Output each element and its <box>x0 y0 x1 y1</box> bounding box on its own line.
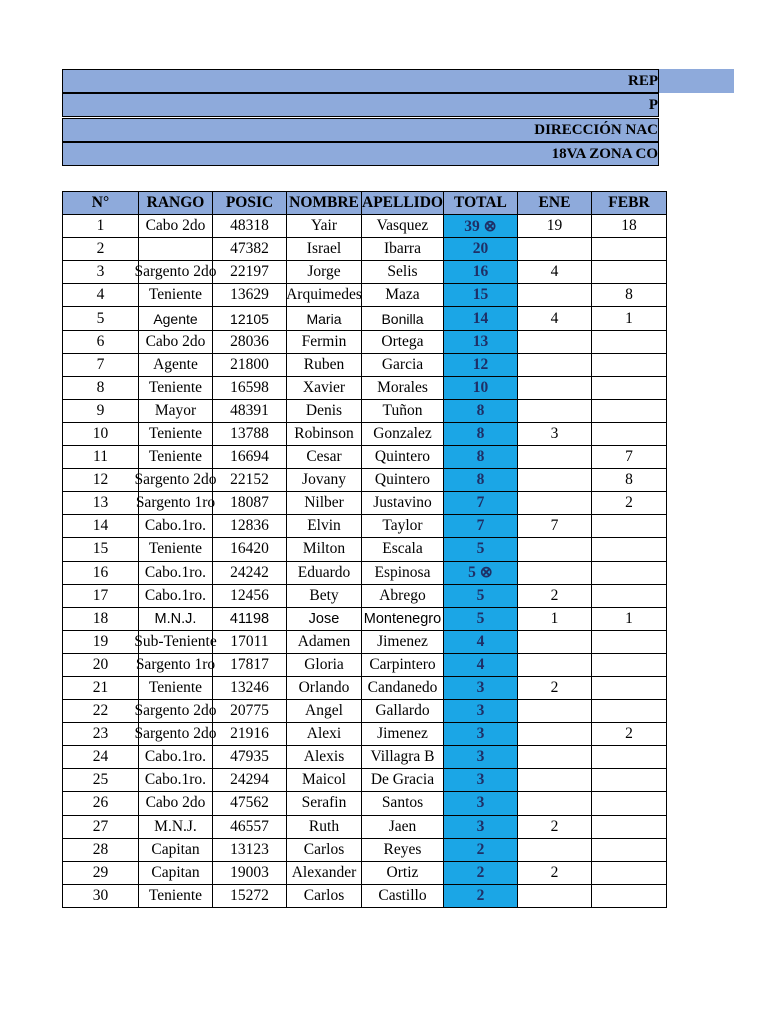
cell-febr <box>591 700 666 723</box>
cell-febr <box>591 815 666 838</box>
table-row <box>63 584 667 607</box>
table-row <box>63 353 667 376</box>
cell-number: 25 <box>63 769 139 792</box>
table-row <box>63 376 667 399</box>
cell-apellido: Gonzalez <box>362 422 444 445</box>
cell-rango <box>139 238 213 261</box>
cell-total: 39 ⊗ <box>443 215 517 238</box>
cell-rango: Cabo.1ro. <box>139 769 213 792</box>
cell-nombre: Eduardo <box>287 561 362 584</box>
title-line-1: REP <box>62 69 659 93</box>
col-header-febr: FEBR <box>591 192 666 215</box>
table-row <box>63 446 667 469</box>
cell-nombre: Bety <box>287 584 362 607</box>
cell-nombre: Maicol <box>287 769 362 792</box>
cell-rango: Teniente <box>139 446 213 469</box>
header-row <box>63 192 667 215</box>
cell-number: 15 <box>63 538 139 561</box>
cell-ene: 3 <box>517 422 591 445</box>
cell-ene <box>517 653 591 676</box>
cell-nombre: Milton <box>287 538 362 561</box>
cell-nombre: Yair <box>287 215 362 238</box>
cell-total: 3 <box>443 676 517 699</box>
cell-posic: 13246 <box>213 676 287 699</box>
cell-posic: 24242 <box>213 561 287 584</box>
cell-total: 16 <box>443 261 517 284</box>
cell-febr <box>591 261 666 284</box>
cell-nombre: Adamen <box>287 630 362 653</box>
cell-febr <box>591 561 666 584</box>
ranking-table <box>62 191 667 908</box>
cell-rango: Capitan <box>139 861 213 884</box>
cell-febr <box>591 584 666 607</box>
cell-apellido: Montenegro <box>362 607 444 630</box>
cell-posic: 21800 <box>213 353 287 376</box>
cell-posic: 18087 <box>213 492 287 515</box>
cell-ene <box>517 284 591 307</box>
cell-posic: 20775 <box>213 700 287 723</box>
cell-nombre: Elvin <box>287 515 362 538</box>
table-row <box>63 607 667 630</box>
cell-rango: Teniente <box>139 376 213 399</box>
cell-posic: 16694 <box>213 446 287 469</box>
table-row <box>63 723 667 746</box>
cell-ene <box>517 723 591 746</box>
cell-number: 13 <box>63 492 139 515</box>
table-row <box>63 676 667 699</box>
cell-nombre: Denis <box>287 399 362 422</box>
table-row <box>63 215 667 238</box>
cell-apellido: Justavino <box>362 492 444 515</box>
title-line-2: P <box>62 93 659 117</box>
cell-posic: 48318 <box>213 215 287 238</box>
cell-apellido: Reyes <box>362 838 444 861</box>
cell-febr <box>591 838 666 861</box>
cell-number: 1 <box>63 215 139 238</box>
cell-febr: 2 <box>591 723 666 746</box>
cell-apellido: De Gracia <box>362 769 444 792</box>
cell-ene <box>517 884 591 907</box>
cell-number: 22 <box>63 700 139 723</box>
cell-febr <box>591 676 666 699</box>
cell-nombre: Israel <box>287 238 362 261</box>
cell-rango: Agente <box>139 353 213 376</box>
cell-rango: Cabo 2do <box>139 330 213 353</box>
table-row <box>63 238 667 261</box>
cell-ene <box>517 700 591 723</box>
col-header-total: TOTAL <box>443 192 517 215</box>
table-row <box>63 700 667 723</box>
title-line-3: DIRECCIÓN NAC <box>62 118 659 142</box>
cell-ene <box>517 399 591 422</box>
cell-rango: Sargento 2do <box>139 723 213 746</box>
cell-number: 14 <box>63 515 139 538</box>
cell-apellido: Quintero <box>362 446 444 469</box>
cell-rango: Teniente <box>139 676 213 699</box>
cell-total: 8 <box>443 446 517 469</box>
cell-apellido: Ortega <box>362 330 444 353</box>
cell-apellido: Abrego <box>362 584 444 607</box>
cell-rango: Capitan <box>139 838 213 861</box>
cell-posic: 12456 <box>213 584 287 607</box>
cell-febr <box>591 376 666 399</box>
cell-posic: 17817 <box>213 653 287 676</box>
cell-nombre: Cesar <box>287 446 362 469</box>
cell-rango: Sargento 2do <box>139 469 213 492</box>
cell-total: 2 <box>443 838 517 861</box>
cell-nombre: Jovany <box>287 469 362 492</box>
cell-total: 7 <box>443 515 517 538</box>
cell-rango: Teniente <box>139 538 213 561</box>
cell-ene <box>517 630 591 653</box>
cell-posic: 13629 <box>213 284 287 307</box>
cell-febr <box>591 861 666 884</box>
table-row <box>63 838 667 861</box>
cell-nombre: Maria <box>287 307 362 330</box>
cell-total: 3 <box>443 815 517 838</box>
cell-number: 21 <box>63 676 139 699</box>
table-row <box>63 630 667 653</box>
cell-number: 12 <box>63 469 139 492</box>
cell-apellido: Escala <box>362 538 444 561</box>
table-row <box>63 538 667 561</box>
cell-febr: 7 <box>591 446 666 469</box>
cell-apellido: Carpintero <box>362 653 444 676</box>
cell-rango: Sargento 2do <box>139 700 213 723</box>
cell-febr <box>591 538 666 561</box>
table-row <box>63 815 667 838</box>
cell-febr <box>591 746 666 769</box>
cell-nombre: Xavier <box>287 376 362 399</box>
cell-ene: 2 <box>517 584 591 607</box>
col-header-posic: POSIC <box>213 192 287 215</box>
cell-febr: 8 <box>591 469 666 492</box>
cell-apellido: Taylor <box>362 515 444 538</box>
table-row <box>63 561 667 584</box>
cell-total: 5 <box>443 584 517 607</box>
cell-ene: 2 <box>517 676 591 699</box>
cell-rango: Cabo 2do <box>139 215 213 238</box>
cell-febr <box>591 653 666 676</box>
cell-total: 5 ⊗ <box>443 561 517 584</box>
cell-ene <box>517 561 591 584</box>
cell-nombre: Gloria <box>287 653 362 676</box>
cell-total: 4 <box>443 653 517 676</box>
cell-apellido: Candanedo <box>362 676 444 699</box>
cell-ene <box>517 238 591 261</box>
table-row <box>63 792 667 815</box>
cell-total: 3 <box>443 723 517 746</box>
cell-number: 8 <box>63 376 139 399</box>
cell-posic: 13788 <box>213 422 287 445</box>
cell-posic: 16420 <box>213 538 287 561</box>
cell-febr <box>591 792 666 815</box>
cell-number: 2 <box>63 238 139 261</box>
cell-number: 7 <box>63 353 139 376</box>
table-row <box>63 861 667 884</box>
cell-total: 7 <box>443 492 517 515</box>
table-row <box>63 307 667 330</box>
table-row <box>63 422 667 445</box>
cell-number: 18 <box>63 607 139 630</box>
cell-posic: 22197 <box>213 261 287 284</box>
cell-posic: 47562 <box>213 792 287 815</box>
cell-ene: 4 <box>517 261 591 284</box>
table-row <box>63 884 667 907</box>
cell-rango: Sub-Teniente <box>139 630 213 653</box>
cell-posic: 16598 <box>213 376 287 399</box>
col-header-rango: RANGO <box>139 192 213 215</box>
cell-febr <box>591 238 666 261</box>
cell-rango: Cabo.1ro. <box>139 561 213 584</box>
cell-nombre: Serafin <box>287 792 362 815</box>
cell-number: 30 <box>63 884 139 907</box>
cell-total: 2 <box>443 884 517 907</box>
cell-nombre: Angel <box>287 700 362 723</box>
cell-number: 11 <box>63 446 139 469</box>
cell-febr: 1 <box>591 607 666 630</box>
cell-nombre: Carlos <box>287 884 362 907</box>
cell-febr <box>591 399 666 422</box>
cell-apellido: Morales <box>362 376 444 399</box>
cell-total: 3 <box>443 746 517 769</box>
cell-total: 14 <box>443 307 517 330</box>
table-row <box>63 746 667 769</box>
cell-total: 3 <box>443 700 517 723</box>
cell-febr: 18 <box>591 215 666 238</box>
cell-ene <box>517 492 591 515</box>
cell-rango: Teniente <box>139 422 213 445</box>
cell-apellido: Bonilla <box>362 307 444 330</box>
cell-nombre: Jose <box>287 607 362 630</box>
table-row <box>63 469 667 492</box>
cell-ene: 4 <box>517 307 591 330</box>
cell-total: 20 <box>443 238 517 261</box>
cell-rango: Mayor <box>139 399 213 422</box>
cell-rango: Cabo 2do <box>139 792 213 815</box>
cell-number: 10 <box>63 422 139 445</box>
cell-number: 17 <box>63 584 139 607</box>
cell-ene <box>517 838 591 861</box>
cell-number: 3 <box>63 261 139 284</box>
cell-ene <box>517 746 591 769</box>
cell-total: 5 <box>443 607 517 630</box>
cell-posic: 19003 <box>213 861 287 884</box>
cell-ene <box>517 330 591 353</box>
cell-nombre: Orlando <box>287 676 362 699</box>
cell-number: 24 <box>63 746 139 769</box>
cell-total: 15 <box>443 284 517 307</box>
table-row <box>63 653 667 676</box>
cell-rango: Agente <box>139 307 213 330</box>
cell-posic: 48391 <box>213 399 287 422</box>
title-line-4: 18VA ZONA CO <box>62 142 659 166</box>
cell-posic: 47382 <box>213 238 287 261</box>
cell-apellido: Villagra B <box>362 746 444 769</box>
cell-apellido: Gallardo <box>362 700 444 723</box>
cell-apellido: Jimenez <box>362 723 444 746</box>
cell-apellido: Maza <box>362 284 444 307</box>
cell-total: 8 <box>443 399 517 422</box>
cell-rango: Teniente <box>139 884 213 907</box>
cell-total: 8 <box>443 422 517 445</box>
cell-rango: Sargento 1ro <box>139 492 213 515</box>
cell-rango: Cabo.1ro. <box>139 746 213 769</box>
report-title-block <box>62 69 734 167</box>
cell-posic: 12836 <box>213 515 287 538</box>
cell-rango: Sargento 2do <box>139 261 213 284</box>
cell-number: 5 <box>63 307 139 330</box>
cell-apellido: Quintero <box>362 469 444 492</box>
cell-rango: Teniente <box>139 284 213 307</box>
cell-febr <box>591 884 666 907</box>
table-row <box>63 515 667 538</box>
cell-rango: Sargento 1ro <box>139 653 213 676</box>
cell-febr <box>591 422 666 445</box>
cell-rango: Cabo.1ro. <box>139 584 213 607</box>
cell-ene: 2 <box>517 861 591 884</box>
cell-ene: 2 <box>517 815 591 838</box>
cell-total: 3 <box>443 792 517 815</box>
cell-total: 4 <box>443 630 517 653</box>
cell-number: 9 <box>63 399 139 422</box>
cell-number: 16 <box>63 561 139 584</box>
cell-apellido: Ibarra <box>362 238 444 261</box>
cell-apellido: Espinosa <box>362 561 444 584</box>
col-header-apellido: APELLIDO <box>362 192 444 215</box>
cell-ene: 7 <box>517 515 591 538</box>
cell-posic: 13123 <box>213 838 287 861</box>
cell-rango: Cabo.1ro. <box>139 515 213 538</box>
cell-total: 3 <box>443 769 517 792</box>
col-header-ene: ENE <box>517 192 591 215</box>
cell-apellido: Jimenez <box>362 630 444 653</box>
table-row <box>63 330 667 353</box>
cell-number: 29 <box>63 861 139 884</box>
cell-posic: 47935 <box>213 746 287 769</box>
cell-nombre: Alexis <box>287 746 362 769</box>
cell-number: 6 <box>63 330 139 353</box>
cell-posic: 41198 <box>213 607 287 630</box>
cell-total: 5 <box>443 538 517 561</box>
cell-febr: 2 <box>591 492 666 515</box>
cell-apellido: Santos <box>362 792 444 815</box>
cell-total: 8 <box>443 469 517 492</box>
col-header-nombre: NOMBRE <box>287 192 362 215</box>
cell-febr <box>591 515 666 538</box>
cell-febr <box>591 353 666 376</box>
cell-nombre: Ruth <box>287 815 362 838</box>
cell-total: 2 <box>443 861 517 884</box>
cell-nombre: Jorge <box>287 261 362 284</box>
table-row <box>63 769 667 792</box>
cell-posic: 17011 <box>213 630 287 653</box>
table-row <box>63 284 667 307</box>
cell-nombre: Carlos <box>287 838 362 861</box>
cell-nombre: Arquimedes <box>287 284 362 307</box>
title-fill-overhang <box>659 69 734 93</box>
cell-apellido: Garcia <box>362 353 444 376</box>
cell-number: 20 <box>63 653 139 676</box>
cell-ene <box>517 376 591 399</box>
cell-ene <box>517 792 591 815</box>
cell-number: 27 <box>63 815 139 838</box>
cell-posic: 28036 <box>213 330 287 353</box>
cell-posic: 15272 <box>213 884 287 907</box>
col-header-number: N° <box>63 192 139 215</box>
cell-posic: 24294 <box>213 769 287 792</box>
cell-total: 13 <box>443 330 517 353</box>
cell-number: 23 <box>63 723 139 746</box>
cell-total: 10 <box>443 376 517 399</box>
cell-posic: 46557 <box>213 815 287 838</box>
cell-number: 26 <box>63 792 139 815</box>
cell-rango: M.N.J. <box>139 815 213 838</box>
table-row <box>63 261 667 284</box>
cell-nombre: Fermin <box>287 330 362 353</box>
cell-nombre: Robinson <box>287 422 362 445</box>
cell-posic: 12105 <box>213 307 287 330</box>
cell-apellido: Tuñon <box>362 399 444 422</box>
cell-febr <box>591 630 666 653</box>
cell-ene: 19 <box>517 215 591 238</box>
cell-febr <box>591 330 666 353</box>
cell-ene <box>517 769 591 792</box>
cell-nombre: Alexander <box>287 861 362 884</box>
cell-febr: 8 <box>591 284 666 307</box>
cell-apellido: Castillo <box>362 884 444 907</box>
cell-posic: 22152 <box>213 469 287 492</box>
cell-apellido: Ortiz <box>362 861 444 884</box>
cell-ene <box>517 353 591 376</box>
cell-nombre: Ruben <box>287 353 362 376</box>
table-row <box>63 399 667 422</box>
cell-ene: 1 <box>517 607 591 630</box>
cell-number: 19 <box>63 630 139 653</box>
cell-nombre: Alexi <box>287 723 362 746</box>
cell-posic: 21916 <box>213 723 287 746</box>
cell-ene <box>517 538 591 561</box>
cell-apellido: Jaen <box>362 815 444 838</box>
cell-apellido: Vasquez <box>362 215 444 238</box>
cell-febr: 1 <box>591 307 666 330</box>
cell-nombre: Nilber <box>287 492 362 515</box>
cell-ene <box>517 469 591 492</box>
cell-total: 12 <box>443 353 517 376</box>
cell-ene <box>517 446 591 469</box>
cell-apellido: Selis <box>362 261 444 284</box>
cell-number: 28 <box>63 838 139 861</box>
table-row <box>63 492 667 515</box>
cell-number: 4 <box>63 284 139 307</box>
cell-febr <box>591 769 666 792</box>
cell-rango: M.N.J. <box>139 607 213 630</box>
